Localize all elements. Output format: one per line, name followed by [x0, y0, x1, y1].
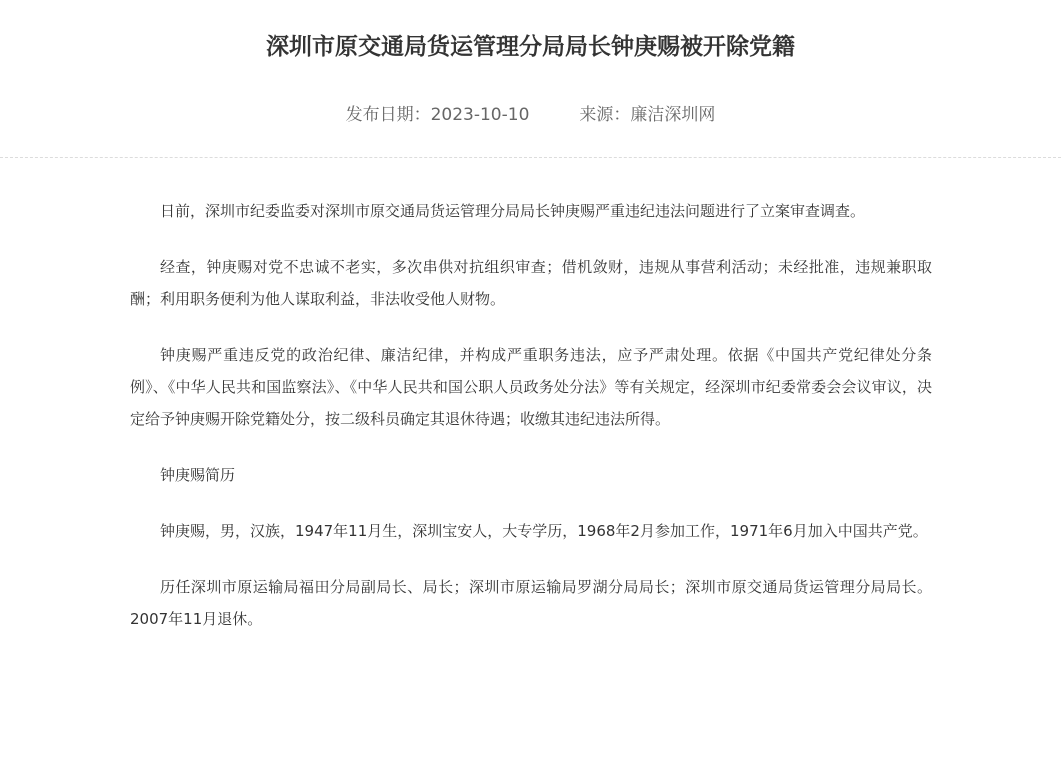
- paragraph-findings: 经查，钟庚赐对党不忠诚不老实，多次串供对抗组织审查；借机敛财，违规从事营利活动；未经批准，违规兼职取酬；利用职务便利为他人谋取利益，非法收受他人财物。: [130, 258, 932, 308]
- paragraph-resume-heading: 钟庚赐简历: [160, 466, 236, 484]
- publish-date: 发布日期：2023-10-10: [345, 105, 530, 125]
- article-header: [0, 0, 1061, 158]
- article-title: 深圳市原交通局货运管理分局局长钟庚赐被开除党籍: [266, 34, 795, 60]
- paragraph-resume-career: 历任深圳市原运输局福田分局副局长、局长；深圳市原运输局罗湖分局局长；深圳市原交通局货运管理分局局长。2007年11月退休。: [130, 578, 932, 628]
- article-body: [130, 195, 932, 659]
- article-meta: [0, 102, 1061, 128]
- paragraph-intro: 日前，深圳市纪委监委对深圳市原交通局货运管理分局局长钟庚赐严重违纪违法问题进行了立案审查调查。: [160, 202, 866, 220]
- article-source: 来源：廉洁深圳网: [579, 105, 716, 125]
- paragraph-decision: 钟庚赐严重违反党的政治纪律、廉洁纪律，并构成严重职务违法，应予严肃处理。依据《中国共产党纪律处分条例》、《中华人民共和国监察法》、《中华人民共和国公职人员政务处分法》等有关规定，经深圳市纪委常委会会议审议，决定给予钟庚赐开除党籍处分，按二级科员确定其退休待遇；收缴其违纪违法所得。: [130, 346, 932, 428]
- paragraph-resume-bio: 钟庚赐，男，汉族，1947年11月生，深圳宝安人，大专学历，1968年2月参加工作，1971年6月加入中国共产党。: [160, 522, 928, 540]
